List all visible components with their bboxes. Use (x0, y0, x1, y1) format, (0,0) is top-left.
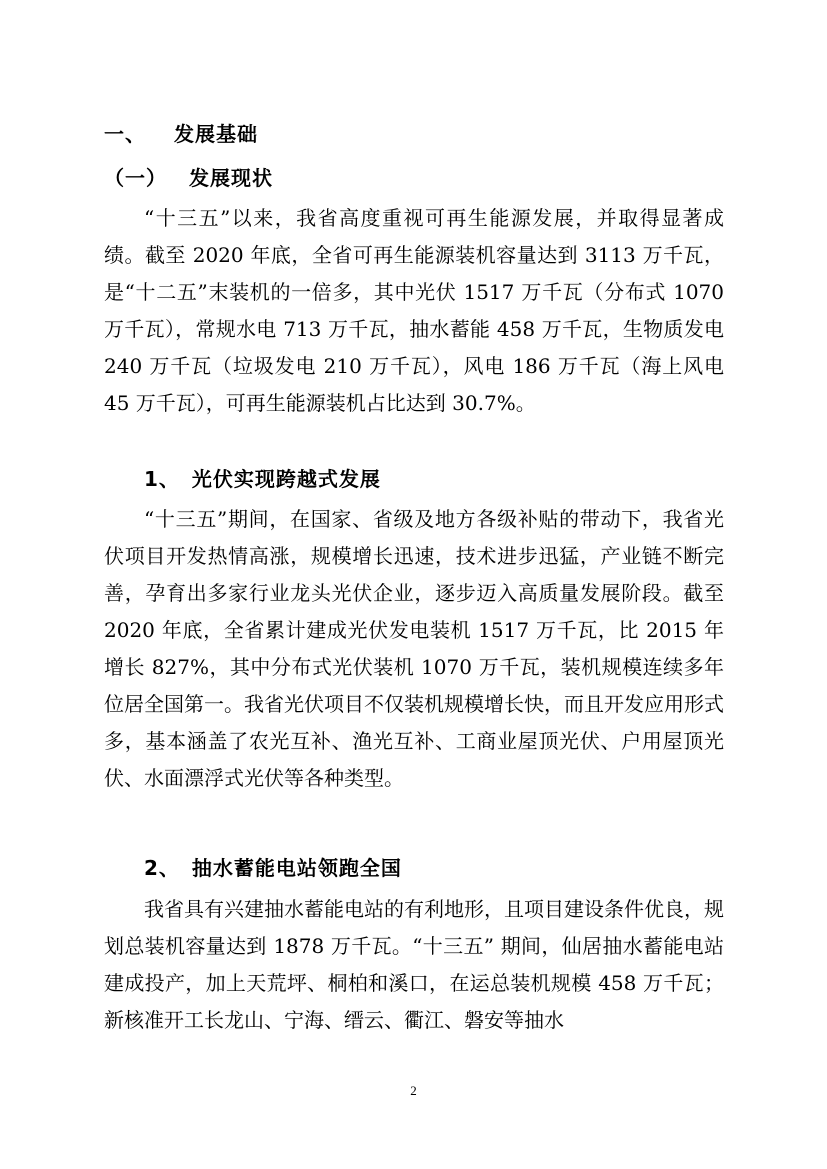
item-title: 光伏实现跨越式发展 (191, 467, 381, 491)
item-heading-pumped-storage (144, 852, 402, 881)
subsection-heading (104, 162, 273, 191)
item-number: 2、 (144, 856, 180, 880)
page-number: 2 (410, 1083, 417, 1098)
paragraph-overview: “十三五”以来，我省高度重视可再生能源发展，并取得显著成绩。截至 2020 年底，全省可再生能源装机容量达到 3113 万千瓦，是“十二五”末装机的一倍多，其中光伏 1517 万千瓦（分布式 1070 万千瓦），常规水电 713 万千瓦，抽水蓄能 458 万千瓦，生物质发电 240 万千瓦（垃圾发电 210 万千瓦），风电 186 万千瓦（海上风电 45 万千瓦），可再生能源装机占比达到 30.7%。 (104, 206, 724, 415)
section-heading (104, 118, 258, 147)
subsection-number: （一） (104, 166, 167, 190)
item-title: 抽水蓄能电站领跑全国 (191, 856, 402, 880)
paragraph-pv: “十三五”期间，在国家、省级及地方各级补贴的带动下，我省光伏项目开发热情高涨，规模增长迅速，技术进步迅猛，产业链不断完善，孕育出多家行业龙头光伏企业，逐步迈入高质量发展阶段。截至 2020 年底，全省累计建成光伏发电装机 1517 万千瓦，比 2015 年增长 827%，其中分布式光伏装机 1070 万千瓦，装机规模连续多年位居全国第一。我省光伏项目不仅装机规模增长快，而且开发应用形式多，基本涵盖了农光互补、渔光互补、工商业屋顶光伏、户用屋顶光伏、水面漂浮式光伏等各种类型。 (104, 507, 724, 790)
subsection-title: 发展现状 (189, 166, 273, 190)
item-number: 1、 (144, 467, 180, 491)
section-number: 一、 (104, 122, 146, 146)
paragraph-pumped-storage: 我省具有兴建抽水蓄能电站的有利地形，且项目建设条件优良，规划总装机容量达到 1878 万千瓦。“十三五” 期间，仙居抽水蓄能电站建成投产，加上天荒坪、桐柏和溪口，在运总装机规模 458 万千瓦；新核准开工长龙山、宁海、缙云、衢江、磐安等抽水 (104, 897, 724, 1032)
item-heading-pv (144, 463, 381, 492)
section-title: 发展基础 (174, 122, 258, 146)
